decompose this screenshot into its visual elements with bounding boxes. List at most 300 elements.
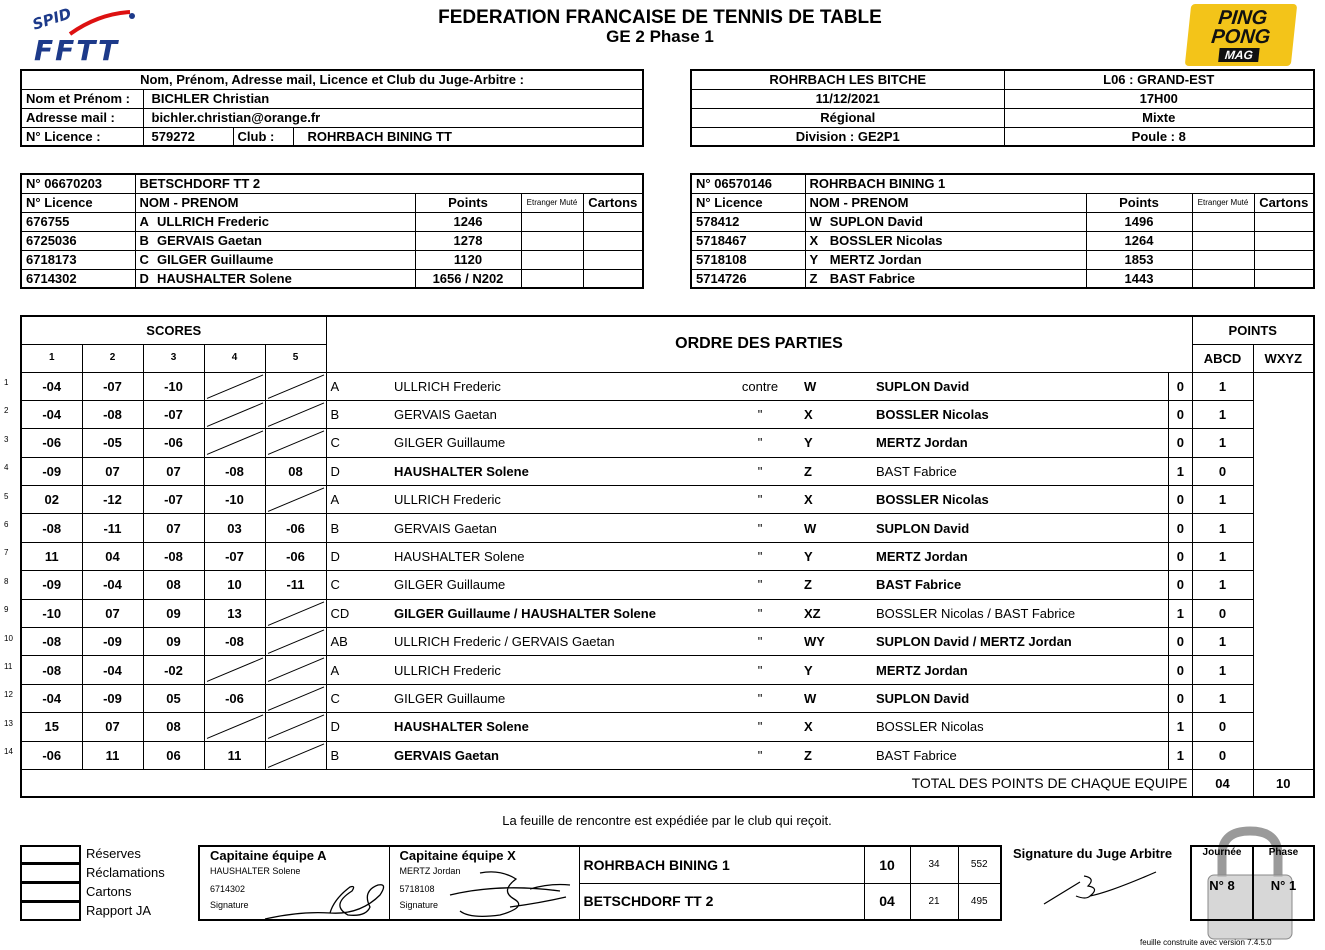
player-letter: B <box>135 231 153 250</box>
match-row <box>21 457 1314 485</box>
match-info-table <box>690 69 1315 147</box>
letters-x: X <box>800 713 872 741</box>
journee-cell <box>1190 845 1254 921</box>
col-cartons: Cartons <box>1254 193 1314 212</box>
match-row <box>21 514 1314 542</box>
letters-a: B <box>326 741 390 769</box>
team-name: ROHRBACH BINING 1 <box>805 174 1314 193</box>
points-x: 1 <box>1192 486 1253 514</box>
versus: " <box>720 514 800 542</box>
col-name: NOM - PRENOM <box>805 193 1086 212</box>
player-a: GERVAIS Gaetan <box>390 741 720 769</box>
col-abcd: ABCD <box>1192 344 1253 372</box>
mag-line-3: MAG <box>1218 48 1259 62</box>
check-item <box>20 883 190 902</box>
player-letter: Z <box>805 269 826 288</box>
player-licence: 5718108 <box>691 250 805 269</box>
player-letter: X <box>805 231 826 250</box>
set-score: 08 <box>143 571 204 599</box>
player-cartons <box>1254 269 1314 288</box>
player-a: ULLRICH Frederic / GERVAIS Gaetan <box>390 628 720 656</box>
set-empty <box>204 656 265 684</box>
set-score: 08 <box>265 457 326 485</box>
referee-licence: 579272 <box>143 127 233 146</box>
row-number: 7 <box>4 548 9 558</box>
points-x: 1 <box>1192 429 1253 457</box>
points-a: 0 <box>1169 514 1192 542</box>
player-row <box>21 250 643 269</box>
set-empty <box>265 599 326 627</box>
version-note: feuille construite avec version 7.4.5.0 <box>1140 938 1272 947</box>
points-a: 0 <box>1169 400 1192 428</box>
letters-a: A <box>326 486 390 514</box>
referee-name-label: Nom et Prénom : <box>21 89 143 108</box>
check-label: Cartons <box>86 884 132 899</box>
player-row <box>691 212 1314 231</box>
set-number: 3 <box>143 344 204 372</box>
points-x: 0 <box>1192 599 1253 627</box>
player-a: GILGER Guillaume <box>390 429 720 457</box>
letters-a: A <box>326 372 390 400</box>
check-item <box>20 864 190 883</box>
match-row <box>21 571 1314 599</box>
points-a: 0 <box>1169 542 1192 570</box>
player-row <box>21 269 643 288</box>
referee-heading: Nom, Prénom, Adresse mail, Licence et Club du Juge-Arbitre : <box>21 70 643 89</box>
check-box[interactable] <box>20 845 81 864</box>
letters-x: XZ <box>800 599 872 627</box>
player-a: GILGER Guillaume <box>390 571 720 599</box>
journee-value: N° 8 <box>1209 878 1235 893</box>
fftt-logo <box>28 4 138 67</box>
set-score: 09 <box>143 628 204 656</box>
player-x: SUPLON David <box>872 684 1169 712</box>
set-score: -07 <box>82 372 143 400</box>
player-a: HAUSHALTER Solene <box>390 457 720 485</box>
set-score: -08 <box>143 542 204 570</box>
player-cartons <box>583 231 643 250</box>
letters-x: W <box>800 684 872 712</box>
set-empty <box>204 372 265 400</box>
versus: " <box>720 571 800 599</box>
player-letter: Y <box>805 250 826 269</box>
player-licence: 6718173 <box>21 250 135 269</box>
match-row <box>21 628 1314 656</box>
set-empty <box>265 400 326 428</box>
player-x: BOSSLER Nicolas <box>872 713 1169 741</box>
captain-x-licence: 5718108 <box>399 884 435 894</box>
row-number: 11 <box>4 662 13 671</box>
set-empty <box>204 429 265 457</box>
player-a: ULLRICH Frederic <box>390 486 720 514</box>
row-number: 14 <box>4 747 13 757</box>
player-a: GERVAIS Gaetan <box>390 514 720 542</box>
result-team1: ROHRBACH BINING 1 <box>579 846 864 883</box>
player-row <box>691 231 1314 250</box>
letters-a: C <box>326 429 390 457</box>
player-row <box>691 250 1314 269</box>
player-x: BAST Fabrice <box>872 571 1169 599</box>
player-cartons <box>583 269 643 288</box>
player-letter: W <box>805 212 826 231</box>
points-a: 1 <box>1169 713 1192 741</box>
result-team1-points: 10 <box>864 846 910 883</box>
letters-a: AB <box>326 628 390 656</box>
ja-signature-label: Signature du Juge Arbitre <box>1013 846 1173 861</box>
team-a-table <box>20 173 644 289</box>
player-points: 1656 / N202 <box>415 269 521 288</box>
player-x: BAST Fabrice <box>872 457 1169 485</box>
set-score: 08 <box>143 713 204 741</box>
result-team2: BETSCHDORF TT 2 <box>579 883 864 920</box>
player-licence: 5718467 <box>691 231 805 250</box>
check-box[interactable] <box>20 864 81 883</box>
captain-x-signature-icon <box>440 861 580 920</box>
points-heading: POINTS <box>1192 316 1314 344</box>
team-name: BETSCHDORF TT 2 <box>135 174 643 193</box>
match-time: 17H00 <box>1004 89 1314 108</box>
points-x: 0 <box>1192 457 1253 485</box>
col-points: Points <box>415 193 521 212</box>
player-x: BOSSLER Nicolas / BAST Fabrice <box>872 599 1169 627</box>
journee-phase-box <box>1190 845 1315 921</box>
row-number: 4 <box>4 463 9 473</box>
points-x: 1 <box>1192 372 1253 400</box>
points-a: 1 <box>1169 741 1192 769</box>
set-score: -04 <box>21 400 82 428</box>
set-score: -09 <box>82 684 143 712</box>
player-points: 1120 <box>415 250 521 269</box>
player-x: MERTZ Jordan <box>872 542 1169 570</box>
set-number: 4 <box>204 344 265 372</box>
match-row <box>21 542 1314 570</box>
player-row <box>691 269 1314 288</box>
col-etranger: Etranger Muté <box>521 193 583 212</box>
captain-x-signature-label: Signature <box>399 900 439 910</box>
set-score: 03 <box>204 514 265 542</box>
row-number: 8 <box>4 576 9 586</box>
match-row <box>21 713 1314 741</box>
letters-a: C <box>326 571 390 599</box>
set-score: 11 <box>21 542 82 570</box>
set-score: -07 <box>143 400 204 428</box>
set-score: -08 <box>204 457 265 485</box>
match-row <box>21 599 1314 627</box>
letters-a: B <box>326 400 390 428</box>
col-name: NOM - PRENOM <box>135 193 415 212</box>
col-cartons: Cartons <box>583 193 643 212</box>
player-x: MERTZ Jordan <box>872 429 1169 457</box>
row-number: 6 <box>4 520 9 529</box>
captain-a-name: HAUSHALTER Solene <box>210 866 301 876</box>
letters-x: Y <box>800 656 872 684</box>
ja-signature-icon <box>1040 862 1160 908</box>
captain-x-name: MERTZ Jordan <box>399 866 461 876</box>
player-name: HAUSHALTER Solene <box>153 269 415 288</box>
check-box[interactable] <box>20 883 81 902</box>
points-x: 1 <box>1192 514 1253 542</box>
mag-line-2: PONG <box>1210 26 1272 48</box>
ping-pong-mag-logo <box>1185 4 1298 66</box>
set-score: 15 <box>21 713 82 741</box>
letters-x: Y <box>800 429 872 457</box>
set-score: -02 <box>143 656 204 684</box>
player-points: 1278 <box>415 231 521 250</box>
row-number: 3 <box>4 434 9 444</box>
phase-value: N° 1 <box>1270 878 1297 893</box>
letters-a: CD <box>326 599 390 627</box>
player-x: SUPLON David / MERTZ Jordan <box>872 628 1169 656</box>
player-etranger <box>521 250 583 269</box>
check-label: Réserves <box>86 846 141 861</box>
versus: " <box>720 684 800 712</box>
points-x: 1 <box>1192 571 1253 599</box>
captain-x-title: Capitaine équipe X <box>399 848 516 863</box>
row-number: 10 <box>4 633 13 643</box>
player-letter: C <box>135 250 153 269</box>
player-letter: A <box>135 212 153 231</box>
set-score: -07 <box>204 542 265 570</box>
set-score: -06 <box>143 429 204 457</box>
set-score: -04 <box>82 571 143 599</box>
referee-mail: bichler.christian@orange.fr <box>143 108 643 127</box>
captains-results-table <box>198 845 1002 921</box>
player-a: GILGER Guillaume / HAUSHALTER Solene <box>390 599 720 627</box>
row-number: 9 <box>4 605 9 615</box>
set-score: -08 <box>82 400 143 428</box>
player-etranger <box>521 212 583 231</box>
set-empty <box>204 713 265 741</box>
set-score: -05 <box>82 429 143 457</box>
result-team1-balls: 552 <box>958 846 1001 883</box>
set-score: -08 <box>204 628 265 656</box>
letters-x: X <box>800 486 872 514</box>
letters-x: X <box>800 400 872 428</box>
col-licence: N° Licence <box>21 193 135 212</box>
player-name: BOSSLER Nicolas <box>826 231 1086 250</box>
points-x: 0 <box>1192 713 1253 741</box>
spid-label: SPID <box>30 4 74 34</box>
check-label: Réclamations <box>86 865 165 880</box>
set-score: -04 <box>21 684 82 712</box>
set-score: -09 <box>21 457 82 485</box>
captain-a-title: Capitaine équipe A <box>210 848 327 863</box>
player-cartons <box>1254 231 1314 250</box>
letters-x: W <box>800 372 872 400</box>
phase-label: Phase <box>1268 847 1299 858</box>
player-row <box>21 212 643 231</box>
match-date: 11/12/2021 <box>691 89 1004 108</box>
player-points: 1246 <box>415 212 521 231</box>
captain-a-licence: 6714302 <box>210 884 246 894</box>
points-a: 0 <box>1169 656 1192 684</box>
letters-a: C <box>326 684 390 712</box>
col-etranger: Etranger Muté <box>1192 193 1254 212</box>
versus: " <box>720 486 800 514</box>
match-row <box>21 429 1314 457</box>
match-row <box>21 400 1314 428</box>
player-row <box>21 231 643 250</box>
set-score: -08 <box>21 628 82 656</box>
versus: " <box>720 741 800 769</box>
player-name: GERVAIS Gaetan <box>153 231 415 250</box>
player-cartons <box>583 250 643 269</box>
player-x: BAST Fabrice <box>872 741 1169 769</box>
player-etranger <box>521 231 583 250</box>
set-score: -11 <box>265 571 326 599</box>
set-score: 09 <box>143 599 204 627</box>
result-team2-balls: 495 <box>958 883 1001 920</box>
points-a: 0 <box>1169 486 1192 514</box>
player-etranger <box>1192 212 1254 231</box>
set-score: -10 <box>204 486 265 514</box>
set-number: 2 <box>82 344 143 372</box>
points-x: 0 <box>1192 741 1253 769</box>
captain-x-box <box>389 846 579 920</box>
versus: " <box>720 457 800 485</box>
logo-swoosh-icon <box>68 6 138 36</box>
player-etranger <box>1192 269 1254 288</box>
points-x: 1 <box>1192 628 1253 656</box>
points-a: 1 <box>1169 599 1192 627</box>
player-etranger <box>1192 250 1254 269</box>
versus: " <box>720 628 800 656</box>
total-a: 04 <box>1192 769 1253 797</box>
match-row <box>21 486 1314 514</box>
versus: " <box>720 713 800 741</box>
division: Division : GE2P1 <box>691 127 1004 146</box>
set-score: -11 <box>82 514 143 542</box>
set-empty <box>265 741 326 769</box>
player-name: MERTZ Jordan <box>826 250 1086 269</box>
player-x: SUPLON David <box>872 514 1169 542</box>
col-licence: N° Licence <box>691 193 805 212</box>
player-x: BOSSLER Nicolas <box>872 400 1169 428</box>
captain-a-signature-label: Signature <box>210 900 249 910</box>
versus: " <box>720 656 800 684</box>
letters-a: D <box>326 457 390 485</box>
match-row <box>21 741 1314 769</box>
set-score: -09 <box>21 571 82 599</box>
set-score: 07 <box>82 457 143 485</box>
points-a: 0 <box>1169 571 1192 599</box>
letters-a: D <box>326 542 390 570</box>
set-score: -06 <box>204 684 265 712</box>
total-label: TOTAL DES POINTS DE CHAQUE EQUIPE <box>21 769 1192 797</box>
set-empty <box>265 684 326 712</box>
check-item <box>20 902 190 921</box>
versus: " <box>720 400 800 428</box>
match-row <box>21 684 1314 712</box>
player-etranger <box>1192 231 1254 250</box>
poule: Poule : 8 <box>1004 127 1314 146</box>
phase-cell <box>1252 845 1315 921</box>
check-box[interactable] <box>20 902 81 921</box>
venue: ROHRBACH LES BITCHE <box>691 70 1004 89</box>
player-etranger <box>521 269 583 288</box>
versus: contre <box>720 372 800 400</box>
referee-licence-label: N° Licence : <box>21 127 143 146</box>
set-score: -06 <box>21 429 82 457</box>
player-licence: 6725036 <box>21 231 135 250</box>
captain-a-signature-icon <box>260 865 389 920</box>
order-heading: ORDRE DES PARTIES <box>326 316 1192 372</box>
referee-mail-label: Adresse mail : <box>21 108 143 127</box>
scores-heading: SCORES <box>21 316 326 344</box>
team-number: N° 06670203 <box>21 174 135 193</box>
mag-line-1: PING <box>1217 7 1269 29</box>
result-team1-sets: 34 <box>910 846 958 883</box>
set-score: -12 <box>82 486 143 514</box>
points-x: 1 <box>1192 684 1253 712</box>
set-empty <box>265 372 326 400</box>
player-a: ULLRICH Frederic <box>390 372 720 400</box>
player-name: GILGER Guillaume <box>153 250 415 269</box>
referee-club-label: Club : <box>233 127 293 146</box>
referee-table <box>20 69 644 147</box>
set-score: 07 <box>143 514 204 542</box>
player-a: GILGER Guillaume <box>390 684 720 712</box>
set-score: 06 <box>143 741 204 769</box>
team-x-table <box>690 173 1315 289</box>
set-empty <box>265 486 326 514</box>
row-number: 1 <box>4 378 9 387</box>
letters-a: D <box>326 713 390 741</box>
set-score: -06 <box>21 741 82 769</box>
player-x: SUPLON David <box>872 372 1169 400</box>
points-a: 1 <box>1169 457 1192 485</box>
total-row <box>21 769 1314 797</box>
set-score: 07 <box>143 457 204 485</box>
points-a: 0 <box>1169 684 1192 712</box>
set-score: 13 <box>204 599 265 627</box>
versus: " <box>720 429 800 457</box>
player-licence: 578412 <box>691 212 805 231</box>
set-score: -10 <box>21 599 82 627</box>
match-type: Mixte <box>1004 108 1314 127</box>
player-a: HAUSHALTER Solene <box>390 542 720 570</box>
row-number: 13 <box>4 718 13 728</box>
match-level: Régional <box>691 108 1004 127</box>
check-item <box>20 845 190 864</box>
player-cartons <box>583 212 643 231</box>
player-licence: 6714302 <box>21 269 135 288</box>
check-label: Rapport JA <box>86 903 152 918</box>
player-licence: 676755 <box>21 212 135 231</box>
set-score: 11 <box>82 741 143 769</box>
set-score: -08 <box>21 656 82 684</box>
page-subtitle: GE 2 Phase 1 <box>606 27 714 46</box>
total-x: 10 <box>1253 769 1314 797</box>
letters-x: Y <box>800 542 872 570</box>
points-x: 1 <box>1192 400 1253 428</box>
player-points: 1496 <box>1086 212 1192 231</box>
row-number: 5 <box>4 491 9 501</box>
captain-a-box <box>199 846 389 920</box>
player-points: 1264 <box>1086 231 1192 250</box>
journee-label: Journée <box>1202 847 1242 858</box>
set-score: -04 <box>82 656 143 684</box>
set-empty <box>265 628 326 656</box>
player-a: GERVAIS Gaetan <box>390 400 720 428</box>
set-score: -08 <box>21 514 82 542</box>
set-score: -10 <box>143 372 204 400</box>
player-letter: D <box>135 269 153 288</box>
letters-x: WY <box>800 628 872 656</box>
player-licence: 5714726 <box>691 269 805 288</box>
set-score: -07 <box>143 486 204 514</box>
row-number: 2 <box>4 406 9 416</box>
